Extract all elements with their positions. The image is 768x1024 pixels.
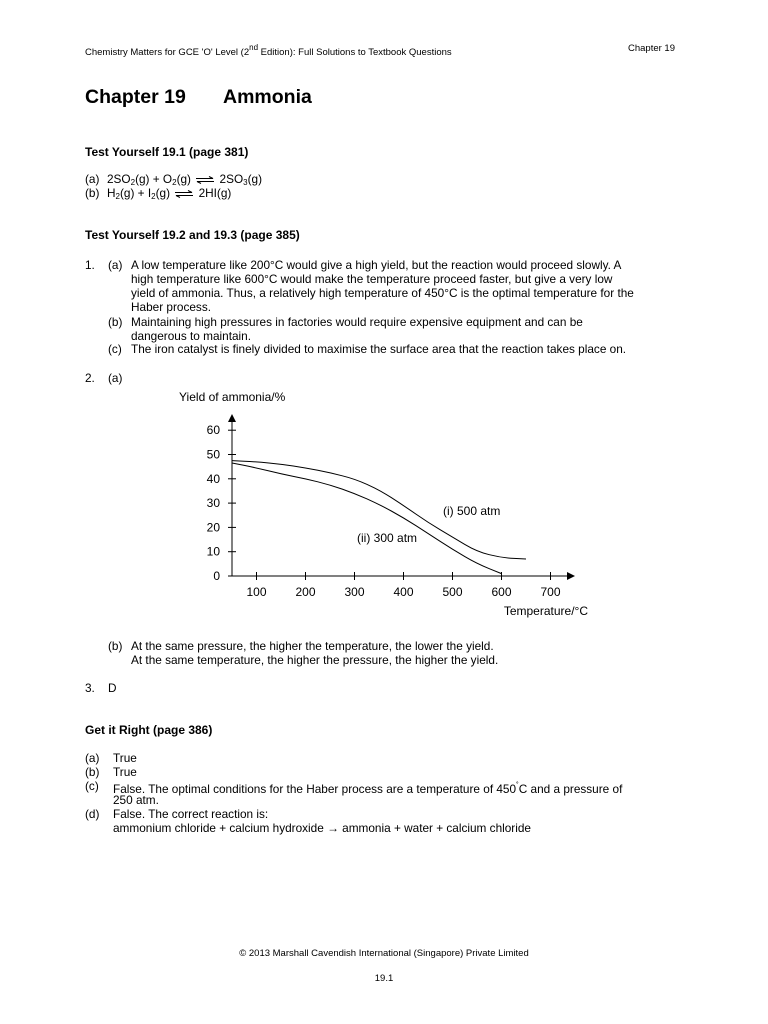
question-2b-line-2: At the same temperature, the higher the pressure, the higher the yield.	[131, 653, 499, 667]
get-it-right-d-line-2: ammonium chloride + calcium hydroxide → ammonia + water + calcium chloride	[113, 821, 531, 835]
x-tick-label: 200	[295, 585, 316, 599]
copyright-footer: © 2013 Marshall Cavendish International (Singapore) Private Limited	[239, 948, 529, 959]
x-tick-label: 400	[393, 585, 414, 599]
y-tick-label: 50	[206, 447, 220, 462]
question-1c-line-1: The iron catalyst is finely divided to maximise the surface area that the reaction takes place on.	[131, 342, 627, 356]
x-axis-label: Temperature/°C	[503, 604, 588, 618]
y-tick-label: 40	[206, 471, 220, 486]
question-1b-line-1: Maintaining high pressures in factories would require expensive equipment and can be	[131, 315, 583, 329]
x-tick-label: 500	[442, 585, 463, 599]
question-1b-label: (b)	[108, 315, 123, 329]
x-tick-label: 700	[540, 585, 561, 599]
question-3-number: 3.	[85, 681, 95, 695]
y-tick-label: 20	[206, 520, 220, 535]
get-it-right-a-text: True	[113, 751, 137, 765]
question-1a-label: (a)	[108, 258, 123, 272]
y-tick-label: 0	[213, 569, 220, 583]
get-it-right-c-line-2: 250 atm.	[113, 793, 159, 807]
ammonia-yield-chart	[170, 385, 600, 625]
equilibrium-arrow-icon	[195, 176, 215, 184]
get-it-right-c-label: (c)	[85, 779, 99, 793]
running-header-left: Chemistry Matters for GCE 'O' Level (2nd Edition): Full Solutions to Textbook Questions	[85, 43, 452, 58]
question-1a-line-3: yield of ammonia. Thus, a relatively high temperature of 450°C is the optimal temperature for the	[131, 286, 634, 300]
question-1a-line-4: Haber process.	[131, 300, 211, 314]
x-tick-label: 100	[246, 585, 267, 599]
question-1a-line-2: high temperature like 600°C would make the temperature proceed faster, but give a very low	[131, 272, 613, 286]
get-it-right-a-label: (a)	[85, 751, 100, 765]
question-3-answer: D	[108, 681, 117, 695]
series-label-300-atm: (ii) 300 atm	[357, 531, 418, 545]
question-2b-line-1: At the same pressure, the higher the temperature, the lower the yield.	[131, 639, 494, 653]
question-1b-line-2: dangerous to maintain.	[131, 329, 252, 343]
question-2b-label: (b)	[108, 639, 123, 653]
y-axis-arrow-icon	[228, 414, 236, 422]
running-header-right: Chapter 19	[628, 43, 676, 54]
get-it-right-b-text: True	[113, 765, 137, 779]
get-it-right-c-line-1: False. The optimal conditions for the Haber process are a temperature of 450˚C and a pressure of	[113, 781, 623, 796]
y-tick-label: 10	[206, 544, 220, 559]
series-line-300-atm	[232, 463, 502, 574]
chapter-number: Chapter 19	[85, 86, 186, 108]
question-1a-line-1: A low temperature like 200°C would give a high yield, but the reaction would proceed slowly. A	[131, 258, 622, 272]
get-it-right-d-line-1: False. The correct reaction is:	[113, 807, 269, 821]
chapter-title: Ammonia	[223, 86, 312, 108]
question-1c-label: (c)	[108, 342, 122, 356]
x-tick-label: 300	[344, 585, 365, 599]
page-number: 19.1	[374, 973, 394, 984]
section-heading-19-1: Test Yourself 19.1 (page 381)	[85, 145, 249, 159]
question-2-number: 2.	[85, 371, 95, 385]
get-it-right-d-label: (d)	[85, 807, 100, 821]
y-tick-label: 30	[206, 496, 220, 511]
y-tick-label: 60	[206, 423, 220, 438]
question-1-number: 1.	[85, 258, 95, 272]
get-it-right-b-label: (b)	[85, 765, 100, 779]
section-heading-get-it-right: Get it Right (page 386)	[85, 723, 213, 737]
x-tick-label: 600	[491, 585, 512, 599]
page-title	[85, 86, 312, 109]
series-label-500-atm: (i) 500 atm	[443, 504, 501, 518]
x-axis-arrow-icon	[567, 572, 575, 580]
y-axis-label: Yield of ammonia/%	[179, 390, 286, 404]
equilibrium-arrow-icon	[174, 190, 194, 198]
question-2a-label: (a)	[108, 371, 123, 385]
section-heading-19-2: Test Yourself 19.2 and 19.3 (page 385)	[85, 228, 300, 242]
